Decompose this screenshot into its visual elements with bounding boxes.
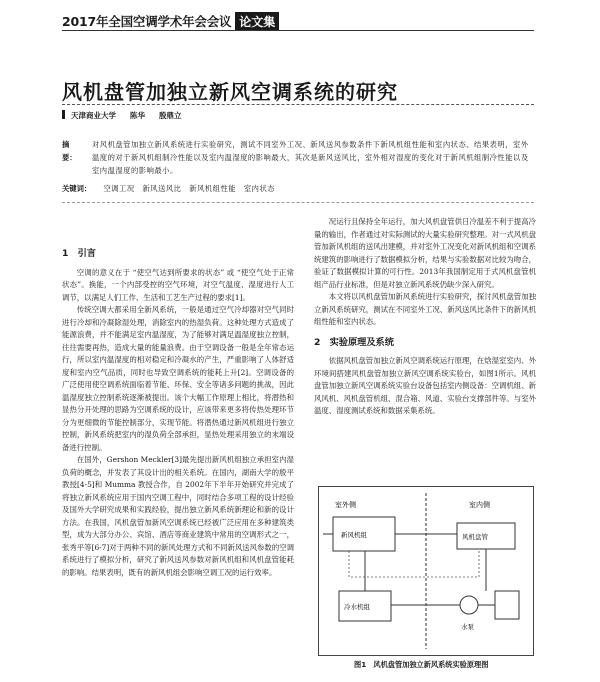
label-outdoor: 室外侧 bbox=[335, 501, 356, 509]
title-rule bbox=[62, 104, 534, 105]
abstract-block bbox=[62, 138, 532, 177]
conference-name: 2017年全国空调学术年会会议 bbox=[62, 14, 232, 29]
author-line bbox=[62, 110, 182, 121]
paragraph: 传统空调大都采用全新风系统，一般是通过空气冷却器对空气同时进行冷却和冷凝除湿处理，消除室内的热湿负荷。这种处理方式造成了能源浪费，并不能满足室内温湿度，为了能够对满足温湿度独立控制，往往需要再热，造成大量的能量浪费。由于空调设备一般是全年常态运行，所以室内温湿度的相对稳定和冷凝水的产生，严重影响了人体舒适度和室内空气品质，同时也导致空调系统的能耗上升[2]。空调设备的广泛使用使空调系统面临着节能、环保、安全等诸多问题的挑战，因此温湿度独立控制系统逐渐被提出。该个大幅工作原理上相比，将潜热和显热分开处理的思路为空调系统的设计，应该带来更多将传热处理环节分为更细微的节能控制部分，实现节能。将潜热通过新风机组进行独立控制，新风系统把室内的湿负荷全部承担，显热处理采用独立的末端设备进行控制。 bbox=[62, 305, 294, 452]
section-heading-experiment: 2 实验原理及系统 bbox=[314, 336, 394, 348]
right-column bbox=[314, 216, 536, 418]
label-pump: 水泵 bbox=[461, 623, 474, 631]
paragraph: 依据风机盘管加独立新风空调系统运行原理，在焓湿室室内、外环境间搭建风机盘管加独立新风空调系统实验台，如图1所示。风机盘管加独立新风空调系统实验台设备包括室内侧设备：空调机组、新风风机、风机盘管机组、混合箱、风道、实验台支撑部件等。与室外温度、湿度测试系统和数据采集系统。 bbox=[314, 356, 536, 415]
left-column bbox=[62, 248, 294, 579]
header-rule bbox=[62, 30, 534, 31]
label-indoor: 室内侧 bbox=[469, 501, 490, 509]
author-name: 陈华 bbox=[130, 111, 145, 120]
pump-symbol bbox=[460, 596, 478, 614]
label-chiller: 冷水机组 bbox=[344, 603, 370, 611]
return-line bbox=[349, 549, 479, 577]
figure-1-diagram bbox=[318, 486, 534, 656]
section-separator bbox=[62, 202, 534, 203]
room-box bbox=[495, 591, 519, 619]
paragraph: 空调的意义在于 “使空气达到所要求的状态” 或 “使空气处于正常状态”。换能，一个内部受控的空气环境，对空气温度、湿度进行人工调节，以满足人们工作、生活和工艺生产过程的要求[1]。 bbox=[62, 267, 294, 302]
abstract-label: 摘 要： bbox=[62, 140, 77, 162]
paper-title: 风机盘管加独立新风空调系统的研究 bbox=[62, 80, 398, 104]
affiliation: 天津商业大学 bbox=[71, 111, 116, 120]
author-bar-marker bbox=[62, 110, 65, 119]
keywords-block bbox=[62, 184, 532, 194]
section-heading-intro: 1 引言 bbox=[62, 248, 96, 259]
system-schematic bbox=[319, 487, 533, 655]
paragraph: 在国外，Gershon Meckler[3]最先提出新风机组独立承担室内湿负荷的概念，并发表了其设计出的相关系统。在国内，湖南大学的殷平教授[4-5]和 Mumma 教授合作，自 2002年下半年开始研究并完成了将独立新风系统应用于国内空调工程中，同时结合多项工程的设计经验及国外大学研究成果和实践经验，提出独立新风系统新理论和新的设计方法。在我国，风机盘管加新风空调系统已经被广泛应用在多种建筑类型，成为大部分办公、宾馆、酒店等商业建筑中常用的空调形式之一，张秀平等[6-7]对于两种不同的新风处理方式和不同新风送风参数的空调系统进行了模拟分析，研究了新风送风参数对新风机组和风机盘管能耗的影响。结果表明，既有的新风机组会影响空调工况的运行效率。 bbox=[62, 455, 294, 577]
running-header bbox=[62, 10, 532, 32]
author-name: 殷鼎立 bbox=[159, 111, 182, 120]
label-fresh-air-unit: 新风机组 bbox=[341, 531, 367, 539]
keywords-text: 空调工况 新风送风比 新风机组性能 室内状态 bbox=[103, 184, 276, 193]
keywords-label: 关键词： bbox=[62, 184, 92, 193]
abstract-text: 对风机盘管加独立新风系统进行实验研究，测试不同室外工况、新风送风参数条件下新风机组性能和室内状态、结果表明，室外温度的对于新风机组制冷性能以及室内温湿度的影响最大，其次是新风送风比，室外相对湿度的变化对于新风机组制冷性能以及室内温湿度的影响最小。 bbox=[92, 140, 529, 175]
paragraph: 本文将以风机盘管加新风系统进行实验研究，探讨风机盘管加独立新风系统研究，测试在不同室外工况、新风送风比条件下的新风机组性能和室内状态。 bbox=[314, 292, 536, 326]
paragraph: 况运行且保持全年运行，加大风机盘管供日冷温差不利于提高冷量的输出，作者通过对实际测试的大量实验研究整理。对一式风机盘管加新风机组的送风出建模，并对室外工况变化对新风机组和空调系统建筑的影响进行了数据模拟分析，结果与实验数据对比较为吻合，验证了数据模拟计算的可行性。2013年我国制定用于式风机盘管机组产品行业标准，但是对独立新风系统仍缺少深入研究。 bbox=[314, 217, 536, 289]
figure-caption: 图1 风机盘管加独立新风系统实验原理图 bbox=[354, 660, 489, 669]
proceedings-tag: 论文集 bbox=[235, 12, 279, 31]
label-fan-coil: 风机盘管 bbox=[462, 533, 488, 541]
